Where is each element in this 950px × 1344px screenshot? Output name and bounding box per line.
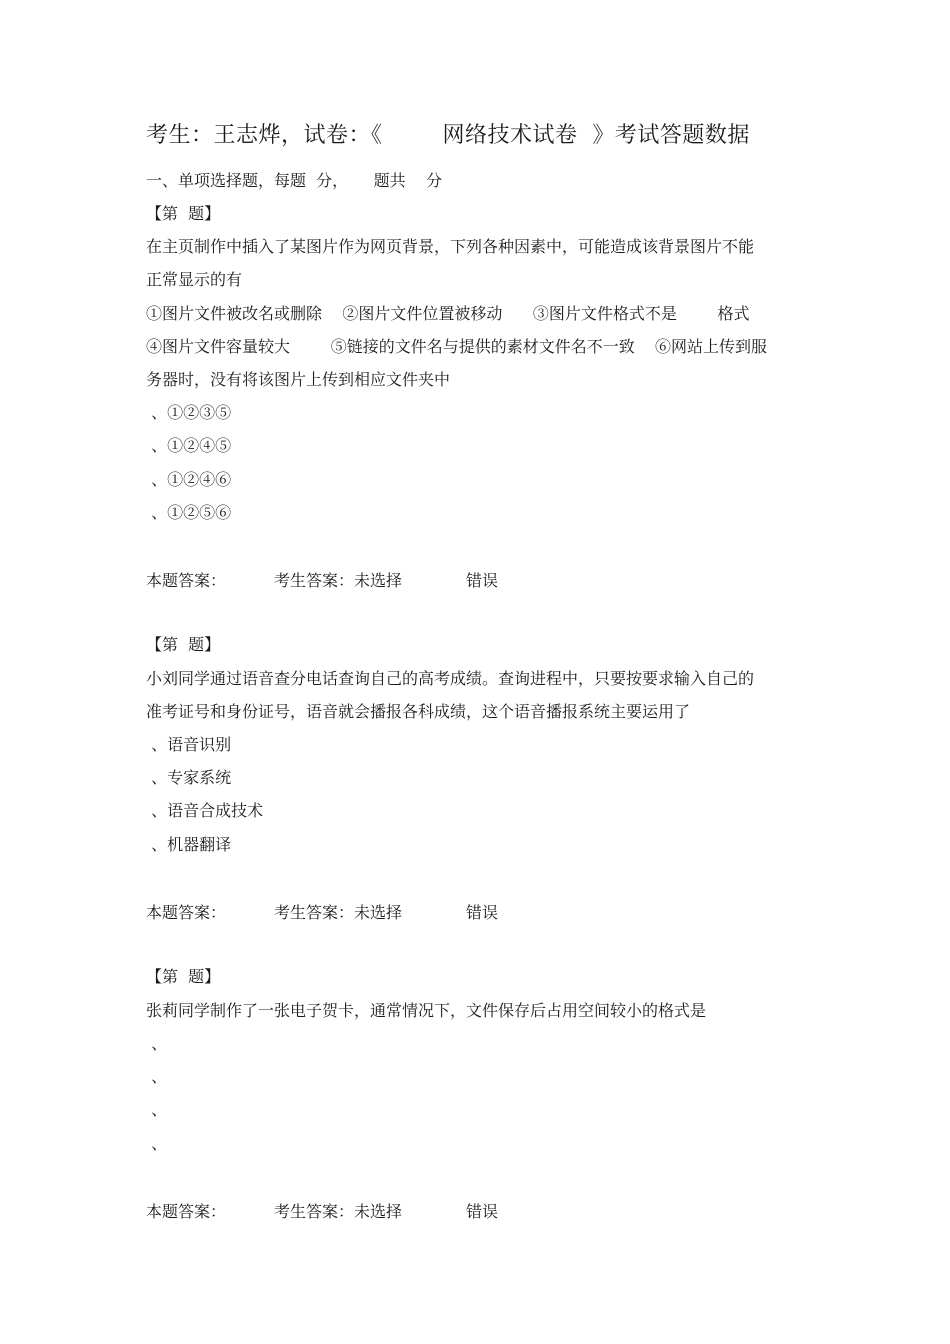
document-title: 考生：王志烨，试卷：《 网络技术试卷 》考试答题数据 — [146, 123, 750, 148]
question-1-option-a: 、①②③⑤ — [146, 403, 232, 422]
question-1-header: 【第 题】 — [146, 204, 221, 223]
correct-answer-label: 本题答案： — [146, 903, 227, 922]
result-status: 错误 — [466, 903, 499, 922]
student-answer: 考生答案：未选择 — [274, 1202, 403, 1221]
result-status: 错误 — [466, 571, 499, 590]
question-2-option-b: 、专家系统 — [146, 768, 232, 787]
question-2-stem-line: 小刘同学通过语音查分电话查询自己的高考成绩。查询进程中，只要按要求输入自己的 — [146, 669, 755, 688]
question-3-stem-line: 张莉同学制作了一张电子贺卡，通常情况下，文件保存后占用空间较小的格式是 — [146, 1001, 707, 1020]
question-1-stem-line: ④图片文件容量较大 ⑤链接的文件名与提供的素材文件名不一致 ⑥网站上传到服 — [146, 337, 768, 356]
question-3-option-c: 、 — [146, 1100, 168, 1119]
student-answer: 考生答案：未选择 — [274, 571, 403, 590]
question-1-stem-line: 在主页制作中插入了某图片作为网页背景，下列各种因素中，可能造成该背景图片不能 — [146, 237, 755, 256]
question-1-stem-line: ①图片文件被改名或删除 ②图片文件位置被移动 ③图片文件格式不是 格式 — [146, 304, 750, 323]
question-3-option-a: 、 — [146, 1034, 168, 1053]
student-answer: 考生答案：未选择 — [274, 903, 403, 922]
question-3-option-d: 、 — [146, 1134, 168, 1153]
question-2-option-c: 、语音合成技术 — [146, 801, 264, 820]
question-1-stem-line: 务器时，没有将该图片上传到相应文件夹中 — [146, 370, 451, 389]
question-2-stem-line: 准考证号和身份证号，语音就会播报各科成绩，这个语音播报系统主要运用了 — [146, 702, 691, 721]
question-2-option-a: 、语音识别 — [146, 735, 232, 754]
question-1-option-b: 、①②④⑤ — [146, 436, 232, 455]
section-heading: 一、单项选择题，每题 分， 题共 分 — [146, 171, 442, 190]
question-3-answer-row — [146, 1199, 499, 1294]
correct-answer-label: 本题答案： — [146, 571, 227, 590]
correct-answer-label: 本题答案： — [146, 1202, 227, 1221]
question-1-option-d: 、①②⑤⑥ — [146, 503, 232, 522]
question-2-header: 【第 题】 — [146, 635, 221, 654]
question-2-option-d: 、机器翻译 — [146, 835, 232, 854]
question-1-option-c: 、①②④⑥ — [146, 470, 232, 489]
question-1-stem-line: 正常显示的有 — [146, 270, 243, 289]
question-3-option-b: 、 — [146, 1067, 168, 1086]
result-status: 错误 — [466, 1202, 499, 1221]
question-3-header: 【第 题】 — [146, 967, 221, 986]
